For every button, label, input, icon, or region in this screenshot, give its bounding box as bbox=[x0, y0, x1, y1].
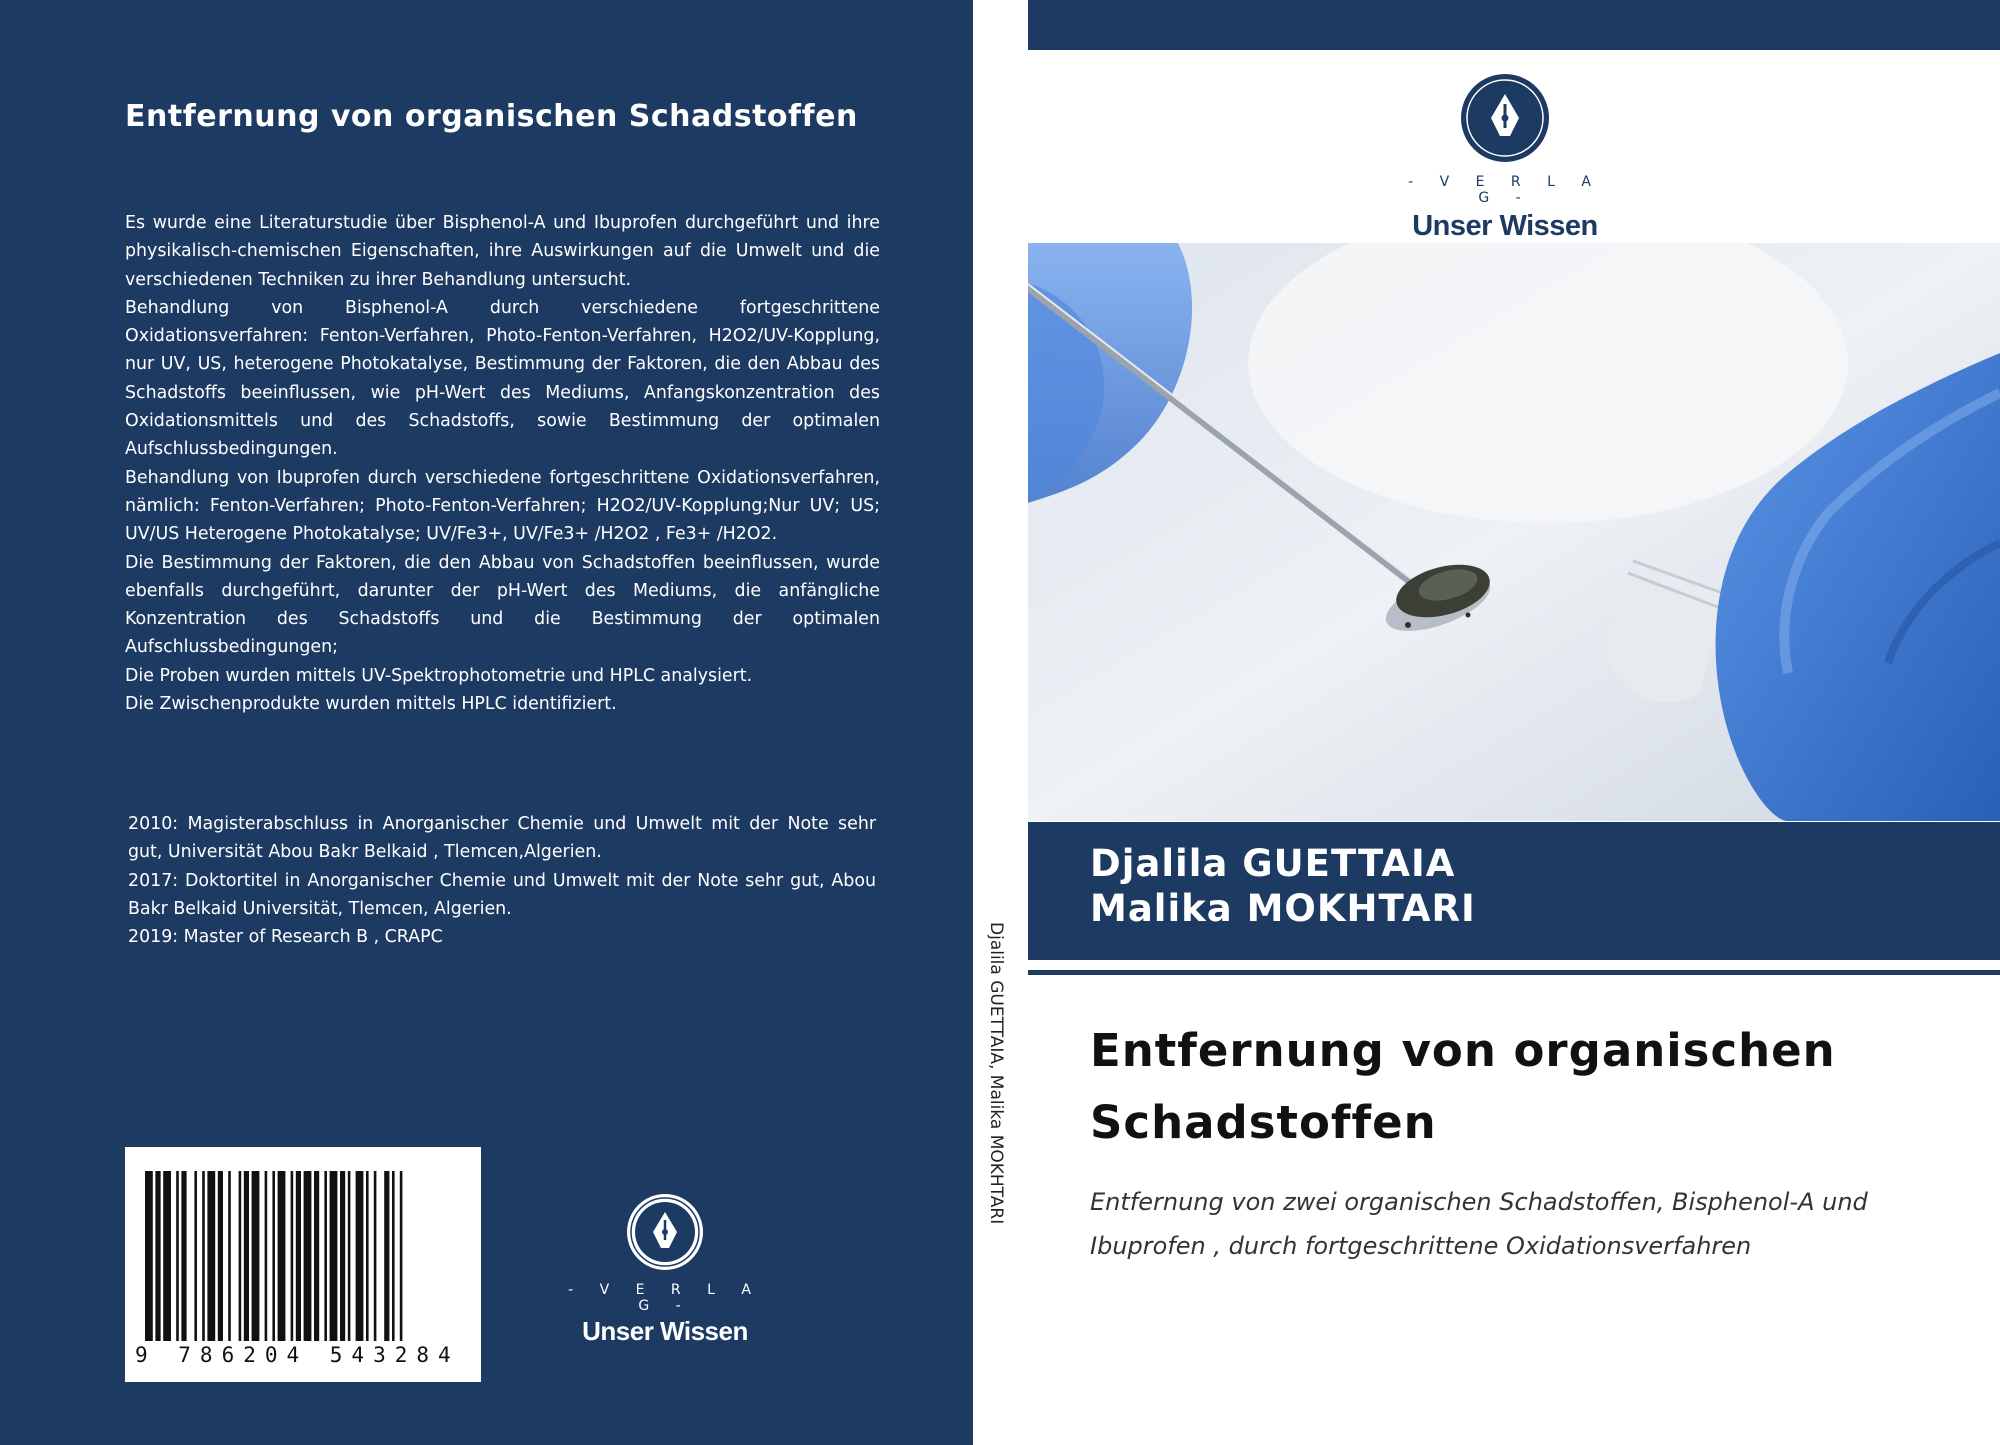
barcode-bar bbox=[228, 1171, 231, 1341]
barcode-bar bbox=[272, 1171, 275, 1341]
barcode-bar bbox=[324, 1171, 327, 1341]
fountain-pen-nib-icon bbox=[1459, 72, 1551, 164]
barcode-bar bbox=[348, 1171, 351, 1341]
barcode-bar bbox=[181, 1171, 186, 1341]
front-top-band bbox=[1028, 0, 2000, 50]
barcode-bar bbox=[296, 1171, 301, 1341]
divider-line bbox=[1028, 970, 2000, 975]
book-title-line: Entfernung von organischen bbox=[1090, 1024, 1836, 1077]
back-cover-title: Entfernung von organischen Schadstoffen bbox=[125, 99, 858, 134]
barcode-bar bbox=[384, 1171, 389, 1341]
author-name: Malika MOKHTARI bbox=[1090, 887, 1476, 930]
book-title bbox=[1090, 1015, 1970, 1159]
barcode-bar bbox=[163, 1171, 171, 1341]
blurb-paragraph: Die Bestimmung der Faktoren, die den Abbau von Schadstoffen beeinflussen, wurde ebenfalls durchgeführt, darunter der pH-Wert des Mediums, die anfängliche Konzentration des Schadstoffs und die Bestimmung der optimalen Aufschlussbedingungen; bbox=[125, 552, 880, 658]
back-cover bbox=[0, 0, 973, 1445]
barcode-bar bbox=[340, 1171, 345, 1341]
logo-brand-text: Unser Wissen bbox=[1412, 210, 1598, 242]
blurb-paragraph: Behandlung von Bisphenol-A durch verschiedene fortgeschrittene Oxidationsverfahren: Fenton-Verfahren, Photo-Fenton-Verfahren, H2O2/UV-Kopplung, nur UV, US, heterogene Photokatalyse, Bestimmung der Faktoren, die den Abbau des Schadstoffs beeinflussen, wie pH-Wert des Mediums, Anfangskonzentration des Oxidationsmittels und des Schadstoffs, sowie Bestimmung der optimalen Aufschlussbedingungen. bbox=[125, 297, 880, 460]
bio-entry: 2010: Magisterabschluss in Anorganischer Chemie und Umwelt mit der Note sehr gut, Universität Abou Bakr Belkaid , Tlemcen,Algerien. bbox=[128, 814, 876, 863]
logo-verlag-text: - V E R L A G - bbox=[1408, 174, 1602, 206]
blurb-paragraph: Behandlung von Ibuprofen durch verschiedene fortgeschrittene Oxidationsverfahren, nämlich: Fenton-Verfahren; Photo-Fenton-Verfahren; H2O2/UV-Kopplung;Nur UV; US; UV/US Heterogene Photokatalyse; UV/Fe3+, UV/Fe3+ /H2O2 , Fe3+ /H2O2. bbox=[125, 467, 880, 545]
barcode-bars bbox=[125, 1147, 481, 1347]
authors-band bbox=[1028, 822, 2000, 960]
barcode-bar bbox=[392, 1171, 395, 1341]
logo-brand-text: Unser Wissen bbox=[582, 1316, 748, 1346]
barcode-bar bbox=[291, 1171, 294, 1341]
barcode-bar bbox=[176, 1171, 179, 1341]
fountain-pen-nib-icon bbox=[625, 1192, 705, 1272]
barcode-bar bbox=[278, 1171, 286, 1341]
barcode-bar bbox=[366, 1171, 369, 1341]
back-publisher-logo bbox=[555, 1192, 775, 1347]
barcode-bar bbox=[265, 1171, 268, 1341]
cover-photo-lab-spatula bbox=[1028, 243, 2000, 821]
barcode-bar bbox=[400, 1171, 403, 1341]
back-cover-blurb bbox=[125, 209, 880, 718]
barcode-bar bbox=[194, 1171, 197, 1341]
barcode-bar bbox=[145, 1171, 153, 1341]
barcode-bar bbox=[244, 1171, 249, 1341]
barcode-bar bbox=[374, 1171, 377, 1341]
author-name: Djalila GUETTAIA bbox=[1090, 842, 1456, 885]
logo-verlag-text: - V E R L A G - bbox=[568, 1282, 762, 1314]
barcode-bar bbox=[252, 1171, 260, 1341]
barcode-bar bbox=[207, 1171, 215, 1341]
barcode-bar bbox=[239, 1171, 242, 1341]
barcode-bar bbox=[330, 1171, 338, 1341]
book-subtitle: Entfernung von zwei organischen Schadstoffen, Bisphenol-A und Ibuprofen , durch fortgeschrittene Oxidationsverfahren bbox=[1090, 1188, 1868, 1260]
isbn-barcode bbox=[125, 1147, 481, 1382]
barcode-bar bbox=[202, 1171, 205, 1341]
spine-authors: Djalila GUETTAIA, Malika MOKHTARI bbox=[986, 922, 1006, 1225]
barcode-bar bbox=[155, 1171, 160, 1341]
barcode-bar bbox=[304, 1171, 312, 1341]
barcode-bar bbox=[314, 1171, 319, 1341]
barcode-bar bbox=[356, 1171, 364, 1341]
blurb-paragraph: Es wurde eine Literaturstudie über Bisphenol-A und Ibuprofen durchgeführt und ihre physikalisch-chemischen Eigenschaften, ihre Auswirkungen auf die Umwelt und die verschiedenen Techniken zu ihrer Behandlung untersucht. bbox=[125, 213, 880, 290]
author-bio bbox=[128, 810, 876, 951]
bio-entry: 2017: Doktortitel in Anorganischer Chemie und Umwelt mit der Note sehr gut, Abou Bakr Belkaid Universität, Tlemcen, Algerien. bbox=[128, 870, 876, 919]
front-publisher-logo bbox=[1400, 72, 1610, 243]
book-title-line: Schadstoffen bbox=[1090, 1096, 1437, 1149]
barcode-digits: 9 786204 543284 bbox=[135, 1343, 460, 1367]
blurb-paragraph: Die Zwischenprodukte wurden mittels HPLC identifiziert. bbox=[125, 694, 617, 715]
barcode-bar bbox=[218, 1171, 223, 1341]
blurb-paragraph: Die Proben wurden mittels UV-Spektrophotometrie und HPLC analysiert. bbox=[125, 665, 753, 686]
bio-entry: 2019: Master of Research B , CRAPC bbox=[128, 927, 443, 948]
